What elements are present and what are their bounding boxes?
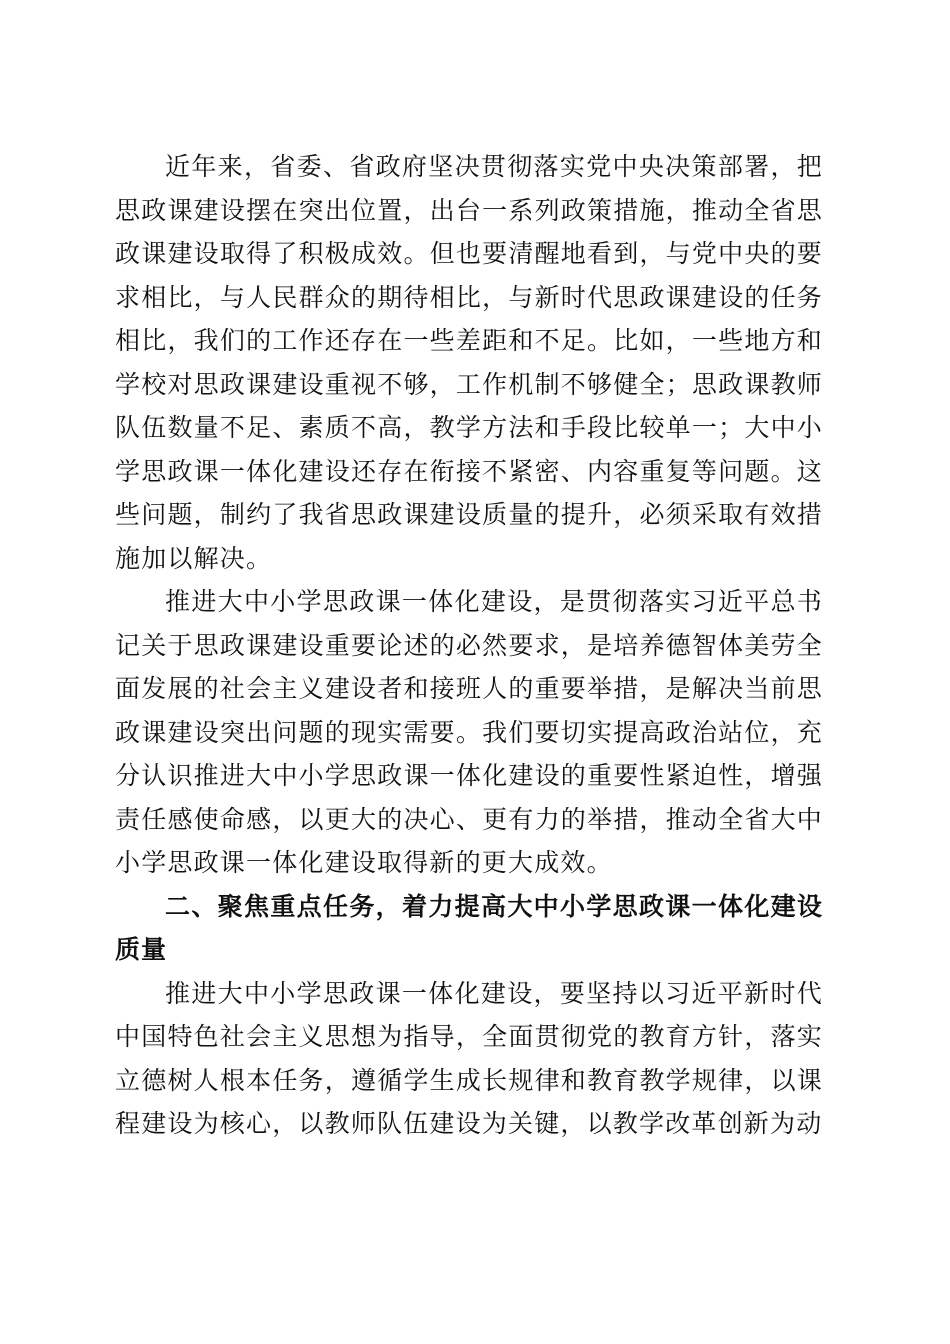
paragraph-significance: 推进大中小学思政课一体化建设，是贯彻落实习近平总书记关于思政课建设重要论述的必然要求，是培养德智体美劳全面发展的社会主义建设者和接班人的重要举措，是解决当前思政课建设突出问题的现实需要。我们要切实提高政治站位，充分认识推进大中小学思政课一体化建设的重要性紧迫性，增强责任感使命感，以更大的决心、更有力的举措，推动全省大中小学思政课一体化建设取得新的更大成效。 [115,587,823,877]
paragraph-current-situation: 近年来，省委、省政府坚决贯彻落实党中央决策部署，把思政课建设摆在突出位置，出台一系列政策措施，推动全省思政课建设取得了积极成效。但也要清醒地看到，与党中央的要求相比，与人民群众的期待相比，与新时代思政课建设的任务相比，我们的工作还存在一些差距和不足。比如，一些地方和学校对思政课建设重视不够，工作机制不够健全；思政课教师队伍数量不足、素质不高，教学方法和手段比较单一；大中小学思政课一体化建设还存在衔接不紧密、内容重复等问题。这些问题，制约了我省思政课建设质量的提升，必须采取有效措施加以解决。 [115,152,823,573]
section-heading-key-tasks: 二、聚焦重点任务，着力提高大中小学思政课一体化建设质量 [115,891,823,964]
document-body [115,145,823,1146]
paragraph-guiding-principles: 推进大中小学思政课一体化建设，要坚持以习近平新时代中国特色社会主义思想为指导，全面贯彻党的教育方针，落实立德树人根本任务，遵循学生成长规律和教育教学规律，以课程建设为核心，以教师队伍建设为关键，以教学改革创新为动 [115,978,823,1138]
